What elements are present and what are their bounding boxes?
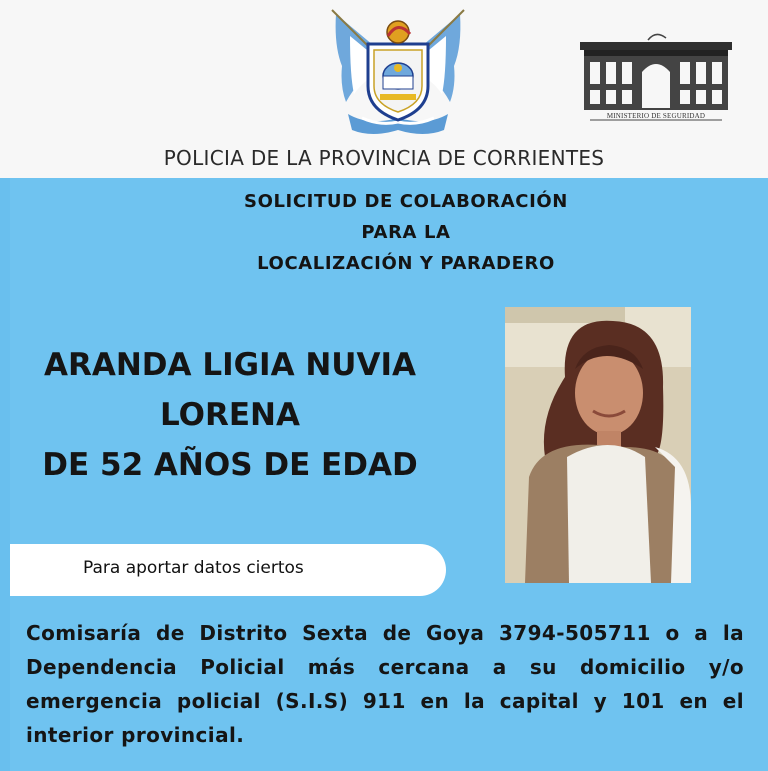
request-line-2: PARA LA: [361, 222, 451, 243]
name-line-1: ARANDA LIGIA NUVIA: [44, 347, 416, 383]
info-pill-label: Para aportar datos ciertos: [83, 558, 304, 578]
request-line-1: SOLICITUD DE COLABORACIÓN: [244, 191, 568, 212]
request-heading: [150, 186, 662, 279]
missing-person-name: [0, 340, 460, 490]
ministry-label: MINISTERIO DE SEGURIDAD: [606, 112, 706, 120]
contact-instructions: Comisaría de Distrito Sexta de Goya 3794-505711 o a la Dependencia Policial más cercana a su domicilio y/o emergencia policial (S.I.S) 911 en la capital y 101 en el interior provincial.: [26, 621, 744, 747]
person-photo: [505, 307, 691, 583]
request-line-3: LOCALIZACIÓN Y PARADERO: [257, 253, 555, 274]
age-line: DE 52 AÑOS DE EDAD: [42, 447, 418, 483]
page-title: POLICIA DE LA PROVINCIA DE CORRIENTES: [163, 146, 605, 170]
name-line-2: LORENA: [160, 397, 300, 433]
police-emblem-icon: [328, 6, 468, 138]
